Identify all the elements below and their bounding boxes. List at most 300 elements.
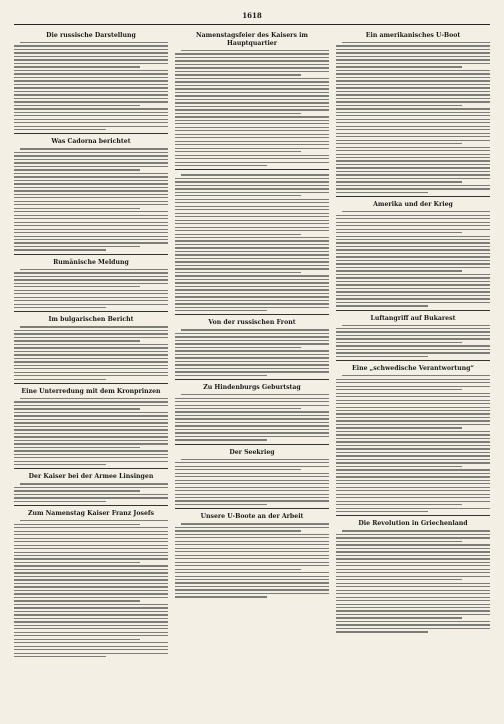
text-line	[175, 354, 329, 355]
text-line	[14, 649, 168, 650]
text-line	[14, 494, 168, 495]
article	[336, 365, 490, 516]
article-headline: Unsere U-Boote an der Arbeit	[200, 513, 304, 521]
text-line	[336, 600, 490, 601]
text-line	[336, 70, 490, 71]
text-line	[175, 589, 329, 590]
text-line	[336, 222, 490, 223]
article-body	[14, 483, 168, 502]
text-line	[14, 604, 168, 605]
text-line	[14, 84, 168, 85]
article-headline: Was Cadorna berichtet	[51, 138, 131, 146]
text-line	[175, 64, 329, 65]
text-line	[14, 66, 140, 67]
text-line	[175, 181, 329, 182]
article-divider	[175, 508, 329, 509]
text-line	[14, 211, 168, 212]
text-line	[175, 582, 329, 583]
text-line	[175, 178, 329, 179]
text-line	[336, 87, 490, 88]
text-line	[14, 180, 168, 181]
text-line	[336, 593, 490, 594]
text-line	[14, 293, 168, 294]
text-line	[336, 232, 462, 233]
text-line	[175, 155, 329, 156]
text-line	[175, 350, 329, 351]
text-line	[336, 160, 490, 161]
text-line	[336, 579, 462, 580]
text-line	[14, 415, 168, 416]
text-line	[336, 52, 490, 53]
text-line	[175, 158, 329, 159]
text-line	[336, 328, 490, 329]
text-line	[14, 232, 168, 233]
text-line	[14, 646, 168, 647]
text-line	[14, 129, 106, 130]
text-line	[175, 106, 329, 107]
text-line	[175, 57, 329, 58]
text-line	[14, 569, 168, 570]
text-line	[175, 296, 329, 297]
text-line	[14, 501, 106, 502]
text-line	[175, 247, 329, 248]
column-container	[14, 29, 490, 719]
text-line	[336, 445, 490, 446]
text-line	[14, 621, 168, 622]
text-line	[175, 364, 329, 365]
text-line	[336, 583, 490, 584]
text-line	[336, 382, 490, 383]
text-line	[175, 81, 329, 82]
text-line	[20, 483, 168, 484]
text-line	[336, 171, 490, 172]
text-line	[14, 152, 168, 153]
text-line	[181, 174, 329, 175]
text-line	[175, 469, 301, 470]
text-line	[175, 120, 329, 121]
text-line	[14, 545, 168, 546]
text-line	[175, 558, 329, 559]
text-line	[175, 88, 329, 89]
text-line	[336, 501, 490, 502]
text-line	[175, 78, 329, 79]
article	[175, 449, 329, 510]
text-line	[14, 169, 140, 170]
text-line	[175, 530, 301, 531]
text-line	[14, 204, 168, 205]
text-line	[14, 162, 168, 163]
article-divider	[175, 169, 329, 170]
text-line	[175, 99, 329, 100]
text-line	[175, 593, 329, 594]
text-line	[20, 148, 168, 149]
text-line	[336, 274, 490, 275]
text-line	[336, 154, 490, 155]
text-line	[336, 84, 490, 85]
text-line	[175, 258, 329, 259]
text-line	[336, 263, 490, 264]
text-line	[14, 176, 168, 177]
text-line	[175, 227, 329, 228]
text-line	[14, 108, 168, 109]
text-line	[175, 544, 329, 545]
text-line	[336, 126, 490, 127]
text-line	[336, 508, 490, 509]
text-line	[175, 368, 329, 369]
article-body	[175, 174, 329, 311]
article-body	[175, 50, 329, 166]
text-line	[336, 476, 490, 477]
article-headline: Zu Hindenburgs Geburtstag	[203, 384, 301, 392]
text-line	[14, 653, 168, 654]
text-line	[20, 269, 168, 270]
text-line	[336, 621, 490, 622]
text-line	[342, 375, 490, 376]
text-line	[336, 569, 490, 570]
text-line	[175, 165, 267, 166]
article-body	[175, 329, 329, 376]
article-divider	[14, 505, 168, 506]
text-line	[14, 344, 168, 345]
text-line	[336, 91, 490, 92]
article-headline: Amerika und der Krieg	[373, 201, 453, 209]
text-line	[336, 59, 490, 60]
text-line	[14, 656, 106, 657]
article-body	[336, 325, 490, 358]
article-body	[336, 530, 490, 632]
text-line	[336, 586, 490, 587]
article-divider	[175, 314, 329, 315]
text-line	[175, 565, 329, 566]
article	[14, 388, 168, 470]
text-line	[336, 147, 490, 148]
text-line	[175, 490, 329, 491]
article	[336, 520, 490, 632]
text-line	[336, 490, 490, 491]
text-line	[336, 157, 490, 158]
text-line	[336, 534, 490, 535]
text-line	[336, 167, 490, 168]
text-line	[14, 87, 168, 88]
text-line	[336, 431, 490, 432]
text-line	[14, 534, 168, 535]
text-line	[175, 537, 329, 538]
text-line	[175, 405, 329, 406]
text-line	[14, 611, 168, 612]
text-line	[336, 562, 490, 563]
article-body	[14, 269, 168, 309]
text-line	[336, 94, 490, 95]
text-line	[175, 487, 329, 488]
article	[175, 384, 329, 445]
text-line	[175, 251, 329, 252]
article-body	[14, 148, 168, 250]
text-line	[336, 628, 490, 629]
text-line	[14, 454, 168, 455]
text-line	[14, 229, 168, 230]
text-line	[14, 576, 168, 577]
text-line	[336, 434, 490, 435]
text-line	[175, 151, 301, 152]
text-line	[175, 473, 329, 474]
text-line	[336, 558, 490, 559]
text-line	[14, 527, 168, 528]
article-divider	[336, 310, 490, 311]
text-line	[336, 590, 490, 591]
text-line	[336, 466, 462, 467]
text-line	[336, 576, 490, 577]
text-line	[14, 555, 168, 556]
text-line	[175, 192, 329, 193]
text-line	[175, 116, 329, 117]
text-line	[336, 572, 490, 573]
text-line	[336, 473, 490, 474]
text-line	[175, 432, 329, 433]
text-line	[336, 277, 490, 278]
text-line	[175, 375, 267, 376]
text-line	[14, 122, 168, 123]
text-line	[14, 354, 168, 355]
text-line	[336, 253, 490, 254]
text-line	[14, 565, 168, 566]
text-line	[175, 333, 329, 334]
article-body	[336, 42, 490, 193]
text-line	[175, 548, 329, 549]
text-line	[336, 541, 462, 542]
text-line	[14, 98, 168, 99]
text-line	[336, 379, 490, 380]
text-line	[336, 427, 462, 428]
text-line	[14, 436, 168, 437]
text-line	[336, 604, 490, 605]
text-line	[14, 304, 168, 305]
text-line	[14, 593, 168, 594]
text-line	[175, 254, 329, 255]
article-body	[14, 398, 168, 466]
text-line	[336, 417, 490, 418]
text-line	[336, 448, 490, 449]
text-line	[14, 201, 168, 202]
text-line	[14, 215, 168, 216]
text-line	[14, 45, 168, 46]
text-line	[336, 133, 490, 134]
text-line	[336, 420, 490, 421]
article-headline: Im bulgarischen Bericht	[48, 316, 134, 324]
article-body	[336, 211, 490, 306]
text-line	[175, 569, 301, 570]
text-line	[175, 53, 329, 54]
text-line	[175, 209, 329, 210]
page-header	[14, 10, 490, 25]
text-line	[336, 281, 490, 282]
text-line	[175, 234, 301, 235]
text-line	[336, 174, 490, 175]
text-line	[14, 447, 140, 448]
text-line	[175, 436, 329, 437]
text-line	[14, 558, 168, 559]
text-line	[336, 229, 490, 230]
text-line	[336, 295, 490, 296]
text-line	[14, 579, 168, 580]
text-line	[14, 222, 168, 223]
text-line	[14, 531, 168, 532]
article-divider	[336, 196, 490, 197]
text-line	[336, 260, 490, 261]
text-line	[342, 211, 490, 212]
text-line	[14, 330, 168, 331]
text-line	[14, 607, 168, 608]
text-line	[336, 393, 490, 394]
text-line	[181, 459, 329, 460]
text-line	[175, 185, 329, 186]
article	[14, 473, 168, 506]
text-line	[336, 565, 490, 566]
text-line	[336, 178, 490, 179]
text-line	[175, 220, 329, 221]
text-line	[14, 59, 168, 60]
text-line	[336, 143, 462, 144]
text-line	[175, 60, 329, 61]
text-line	[14, 194, 168, 195]
text-line	[342, 325, 490, 326]
text-line	[175, 483, 329, 484]
text-line	[14, 77, 168, 78]
text-line	[175, 95, 329, 96]
article-body	[175, 459, 329, 506]
text-line	[175, 527, 329, 528]
text-line	[336, 108, 490, 109]
text-line	[14, 590, 168, 591]
text-line	[336, 284, 490, 285]
text-line	[14, 249, 106, 250]
text-line	[336, 614, 490, 615]
text-line	[175, 92, 329, 93]
text-line	[14, 490, 140, 491]
text-line	[14, 225, 168, 226]
text-line	[14, 429, 168, 430]
text-line	[14, 618, 168, 619]
text-line	[336, 239, 490, 240]
text-line	[336, 77, 490, 78]
text-line	[175, 213, 329, 214]
text-line	[175, 162, 329, 163]
text-line	[336, 73, 490, 74]
text-line	[336, 455, 490, 456]
text-line	[336, 246, 490, 247]
article-headline: Der Kaiser bei der Armee Linsingen	[28, 473, 154, 481]
text-line	[14, 487, 168, 488]
text-line	[175, 429, 329, 430]
article-headline: Von der russischen Front	[208, 319, 296, 327]
text-line	[175, 480, 329, 481]
text-line	[336, 236, 490, 237]
text-line	[336, 548, 490, 549]
text-line	[175, 109, 329, 110]
text-line	[336, 597, 490, 598]
text-line	[175, 137, 329, 138]
text-line	[336, 624, 490, 625]
text-line	[342, 42, 490, 43]
text-line	[14, 538, 168, 539]
text-line	[336, 188, 490, 189]
text-line	[14, 408, 140, 409]
text-line	[14, 375, 168, 376]
column-2	[175, 29, 329, 719]
text-line	[175, 289, 329, 290]
text-line	[336, 396, 490, 397]
article-body	[14, 42, 168, 130]
text-line	[175, 71, 329, 72]
text-line	[175, 371, 329, 372]
text-line	[175, 425, 329, 426]
article-body	[14, 326, 168, 380]
text-line	[175, 206, 329, 207]
text-line	[14, 49, 168, 50]
text-line	[336, 413, 490, 414]
text-line	[175, 347, 301, 348]
text-line	[175, 551, 329, 552]
text-line	[175, 398, 329, 399]
text-line	[336, 441, 490, 442]
article	[336, 201, 490, 310]
text-line	[14, 464, 106, 465]
text-line	[336, 410, 490, 411]
text-line	[14, 572, 168, 573]
text-line	[14, 276, 168, 277]
text-line	[175, 504, 267, 505]
text-line	[336, 607, 490, 608]
text-line	[336, 407, 490, 408]
text-line	[14, 361, 168, 362]
text-line	[175, 144, 329, 145]
text-line	[336, 338, 490, 339]
text-line	[336, 345, 490, 346]
text-line	[14, 239, 168, 240]
text-line	[14, 625, 168, 626]
text-line	[20, 398, 168, 399]
article	[175, 513, 329, 597]
text-line	[336, 122, 490, 123]
text-line	[175, 272, 301, 273]
text-line	[14, 242, 168, 243]
text-line	[14, 632, 168, 633]
text-line	[14, 101, 168, 102]
text-line	[175, 113, 301, 114]
article-headline: Die russische Darstellung	[46, 32, 136, 39]
text-line	[175, 237, 329, 238]
text-line	[336, 288, 490, 289]
text-line	[14, 119, 168, 120]
article-headline: Die Revolution in Griechenland	[358, 520, 468, 528]
text-line	[14, 379, 106, 380]
article-headline: Namenstagsfeier des Kaisers im Hauptquartier	[196, 32, 308, 47]
text-line	[14, 583, 168, 584]
text-line	[336, 452, 490, 453]
text-line	[14, 562, 140, 563]
text-line	[14, 405, 168, 406]
text-line	[14, 297, 168, 298]
text-line	[14, 600, 140, 601]
text-line	[336, 140, 490, 141]
text-line	[14, 541, 168, 542]
text-line	[14, 401, 168, 402]
text-line	[336, 298, 490, 299]
text-line	[14, 52, 168, 53]
article-divider	[175, 379, 329, 380]
text-line	[14, 586, 168, 587]
text-line	[336, 192, 428, 193]
text-line	[14, 433, 168, 434]
